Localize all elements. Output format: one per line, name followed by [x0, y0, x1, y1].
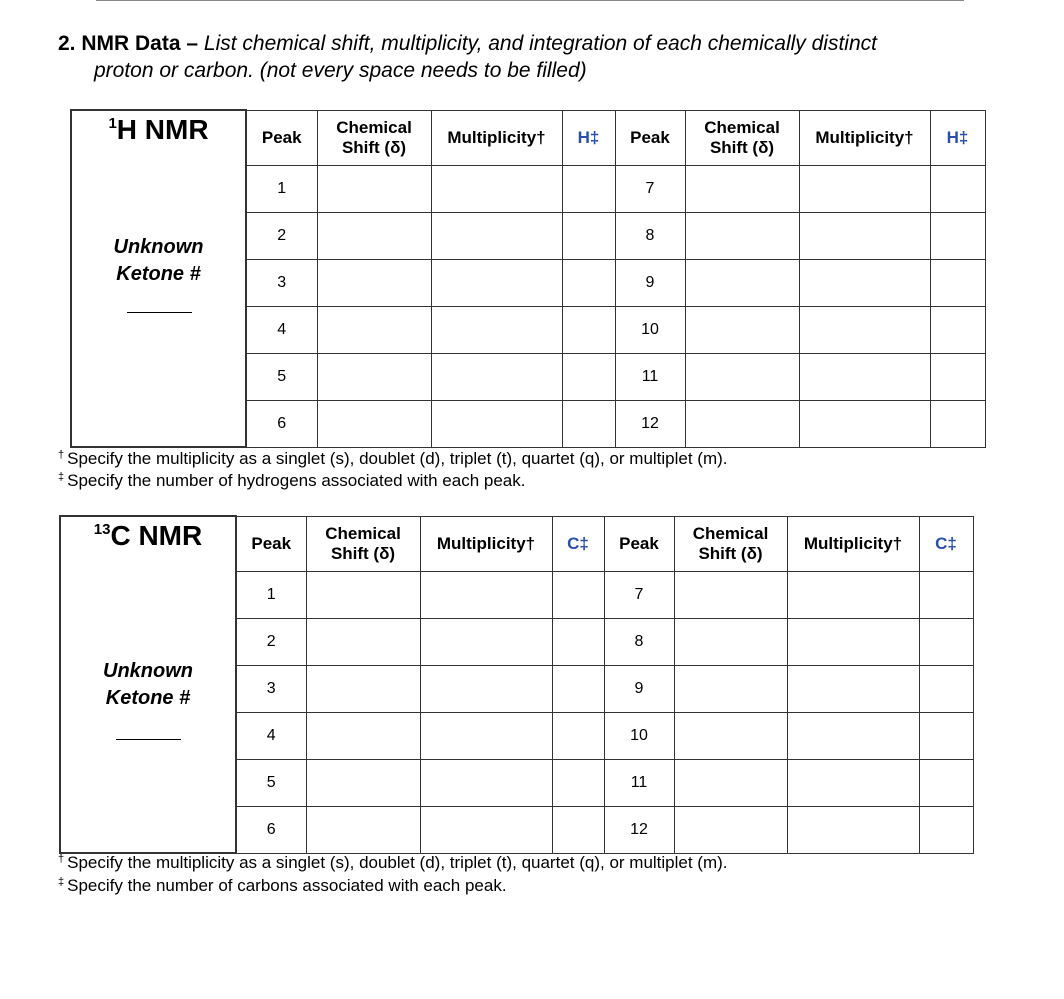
h-header-peak: Peak [246, 110, 317, 165]
h-chemical-shift-input[interactable] [685, 306, 799, 353]
h-chemical-shift-input[interactable] [317, 353, 431, 400]
h-count-input[interactable] [930, 306, 985, 353]
h-chemical-shift-input[interactable] [685, 259, 799, 306]
h-header-chemical-shift: Chemical Shift (δ) [317, 110, 431, 165]
h-count-input[interactable] [562, 212, 615, 259]
c-header-multiplicity-2: Multiplicity† [787, 516, 919, 571]
c-chemical-shift-input[interactable] [674, 759, 787, 806]
h-header-peak-2: Peak [615, 110, 685, 165]
c-peak-number: 7 [604, 571, 674, 618]
h-multiplicity-input[interactable] [431, 353, 562, 400]
c-header-c-count-2: C‡ [919, 516, 973, 571]
h-footnote-multiplicity: † Specify the multiplicity as a singlet (s), doublet (d), triplet (t), quartet (q), or multiplet (m). [58, 449, 728, 468]
h-chemical-shift-input[interactable] [317, 212, 431, 259]
h-header-multiplicity: Multiplicity† [431, 110, 562, 165]
c-chemical-shift-input[interactable] [674, 571, 787, 618]
h-peak-number: 5 [246, 353, 317, 400]
h-multiplicity-input[interactable] [799, 306, 930, 353]
h-count-input[interactable] [562, 400, 615, 447]
c-count-input[interactable] [552, 571, 604, 618]
c-nmr-table [59, 515, 974, 854]
h-header-h-count-2: H‡ [930, 110, 985, 165]
h-multiplicity-input[interactable] [431, 165, 562, 212]
c-multiplicity-input[interactable] [787, 618, 919, 665]
h-peak-number: 11 [615, 353, 685, 400]
c-chemical-shift-input[interactable] [674, 712, 787, 759]
c-multiplicity-input[interactable] [420, 712, 552, 759]
h-count-input[interactable] [562, 165, 615, 212]
c-chemical-shift-input[interactable] [306, 665, 420, 712]
c-multiplicity-input[interactable] [420, 618, 552, 665]
h-chemical-shift-input[interactable] [317, 165, 431, 212]
c-count-input[interactable] [552, 712, 604, 759]
c-peak-number: 12 [604, 806, 674, 853]
h-multiplicity-input[interactable] [799, 259, 930, 306]
h-multiplicity-input[interactable] [431, 306, 562, 353]
c-chemical-shift-input[interactable] [306, 618, 420, 665]
h-header-multiplicity-2: Multiplicity† [799, 110, 930, 165]
c-peak-number: 1 [236, 571, 306, 618]
h-multiplicity-input[interactable] [431, 259, 562, 306]
h-count-input[interactable] [930, 400, 985, 447]
h-count-input[interactable] [562, 353, 615, 400]
c-chemical-shift-input[interactable] [674, 618, 787, 665]
question-description: List chemical shift, multiplicity, and integration of each chemically distinct [203, 32, 877, 55]
c-count-input[interactable] [552, 806, 604, 853]
h-chemical-shift-input[interactable] [317, 259, 431, 306]
h-chemical-shift-input[interactable] [685, 400, 799, 447]
c-ketone-number-blank [116, 739, 181, 740]
c-peak-number: 11 [604, 759, 674, 806]
h-footnote-hydrogens: ‡ Specify the number of hydrogens associated with each peak. [58, 471, 526, 490]
h-multiplicity-input[interactable] [431, 400, 562, 447]
h-unknown-ketone-label: Unknown Ketone # [113, 236, 204, 285]
c-peak-number: 4 [236, 712, 306, 759]
c-chemical-shift-input[interactable] [306, 571, 420, 618]
c-peak-number: 8 [604, 618, 674, 665]
c-nmr-title: $^{13}$C NMR [93, 520, 203, 551]
h-chemical-shift-input[interactable] [685, 212, 799, 259]
c-peak-number: 10 [604, 712, 674, 759]
h-count-input[interactable] [562, 259, 615, 306]
c-count-input[interactable] [919, 571, 973, 618]
c-multiplicity-input[interactable] [787, 806, 919, 853]
h-count-input[interactable] [930, 212, 985, 259]
h-peak-number: 2 [246, 212, 317, 259]
h-multiplicity-input[interactable] [799, 353, 930, 400]
c-peak-number: 9 [604, 665, 674, 712]
question-description-cont: proton or carbon. (not every space needs to be filled) [94, 59, 587, 82]
c-header-chemical-shift-2: Chemical Shift (δ) [674, 516, 787, 571]
c-count-input[interactable] [919, 665, 973, 712]
h-count-input[interactable] [562, 306, 615, 353]
c-chemical-shift-input[interactable] [306, 712, 420, 759]
h-peak-number: 1 [246, 165, 317, 212]
h-peak-number: 12 [615, 400, 685, 447]
c-multiplicity-input[interactable] [787, 759, 919, 806]
c-header-c-count: C‡ [552, 516, 604, 571]
c-chemical-shift-input[interactable] [674, 665, 787, 712]
c-chemical-shift-input[interactable] [674, 806, 787, 853]
c-multiplicity-input[interactable] [787, 665, 919, 712]
h-chemical-shift-input[interactable] [317, 306, 431, 353]
h-peak-number: 7 [615, 165, 685, 212]
h-header-h-count: H‡ [562, 110, 615, 165]
h-count-input[interactable] [930, 165, 985, 212]
c-chemical-shift-input[interactable] [306, 806, 420, 853]
h-chemical-shift-input[interactable] [317, 400, 431, 447]
h-peak-number: 8 [615, 212, 685, 259]
h-peak-number: 4 [246, 306, 317, 353]
c-count-input[interactable] [919, 806, 973, 853]
c-header-chemical-shift: Chemical Shift (δ) [306, 516, 420, 571]
h-count-input[interactable] [930, 353, 985, 400]
c-footnote-multiplicity: † Specify the multiplicity as a singlet (s), doublet (d), triplet (t), quartet (q), or multiplet (m). [58, 853, 728, 872]
c-multiplicity-input[interactable] [787, 571, 919, 618]
h-ketone-number-blank [127, 312, 192, 313]
c-chemical-shift-input[interactable] [306, 759, 420, 806]
c-header-peak: Peak [236, 516, 306, 571]
c-count-input[interactable] [552, 665, 604, 712]
c-unknown-ketone-label: Unknown Ketone # [103, 660, 193, 709]
c-count-input[interactable] [919, 759, 973, 806]
c-multiplicity-input[interactable] [420, 665, 552, 712]
c-count-input[interactable] [919, 618, 973, 665]
h-multiplicity-input[interactable] [799, 400, 930, 447]
c-multiplicity-input[interactable] [420, 571, 552, 618]
c-header-peak-2: Peak [604, 516, 674, 571]
c-peak-number: 5 [236, 759, 306, 806]
h-nmr-title: $^1$H NMR [108, 114, 209, 145]
question-heading [58, 30, 1018, 84]
c-peak-number: 3 [236, 665, 306, 712]
h-header-chemical-shift-2: Chemical Shift (δ) [685, 110, 799, 165]
h-nmr-label-cell [71, 110, 246, 447]
c-multiplicity-input[interactable] [420, 759, 552, 806]
h-chemical-shift-input[interactable] [685, 353, 799, 400]
h-multiplicity-input[interactable] [799, 165, 930, 212]
h-count-input[interactable] [930, 259, 985, 306]
c-count-input[interactable] [552, 618, 604, 665]
c-count-input[interactable] [552, 759, 604, 806]
c-peak-number: 6 [236, 806, 306, 853]
c-peak-number: 2 [236, 618, 306, 665]
c-nmr-label-cell [60, 516, 236, 853]
h-multiplicity-input[interactable] [431, 212, 562, 259]
top-rule [96, 0, 964, 1]
h-multiplicity-input[interactable] [799, 212, 930, 259]
h-peak-number: 3 [246, 259, 317, 306]
c-header-multiplicity: Multiplicity† [420, 516, 552, 571]
c-multiplicity-input[interactable] [787, 712, 919, 759]
c-count-input[interactable] [919, 712, 973, 759]
question-label: NMR Data – [81, 32, 199, 55]
h-nmr-table [70, 109, 986, 448]
question-number: 2. [58, 32, 76, 55]
c-footnote-carbons: ‡ Specify the number of carbons associated with each peak. [58, 876, 507, 895]
h-chemical-shift-input[interactable] [685, 165, 799, 212]
h-peak-number: 6 [246, 400, 317, 447]
c-multiplicity-input[interactable] [420, 806, 552, 853]
h-peak-number: 9 [615, 259, 685, 306]
h-peak-number: 10 [615, 306, 685, 353]
